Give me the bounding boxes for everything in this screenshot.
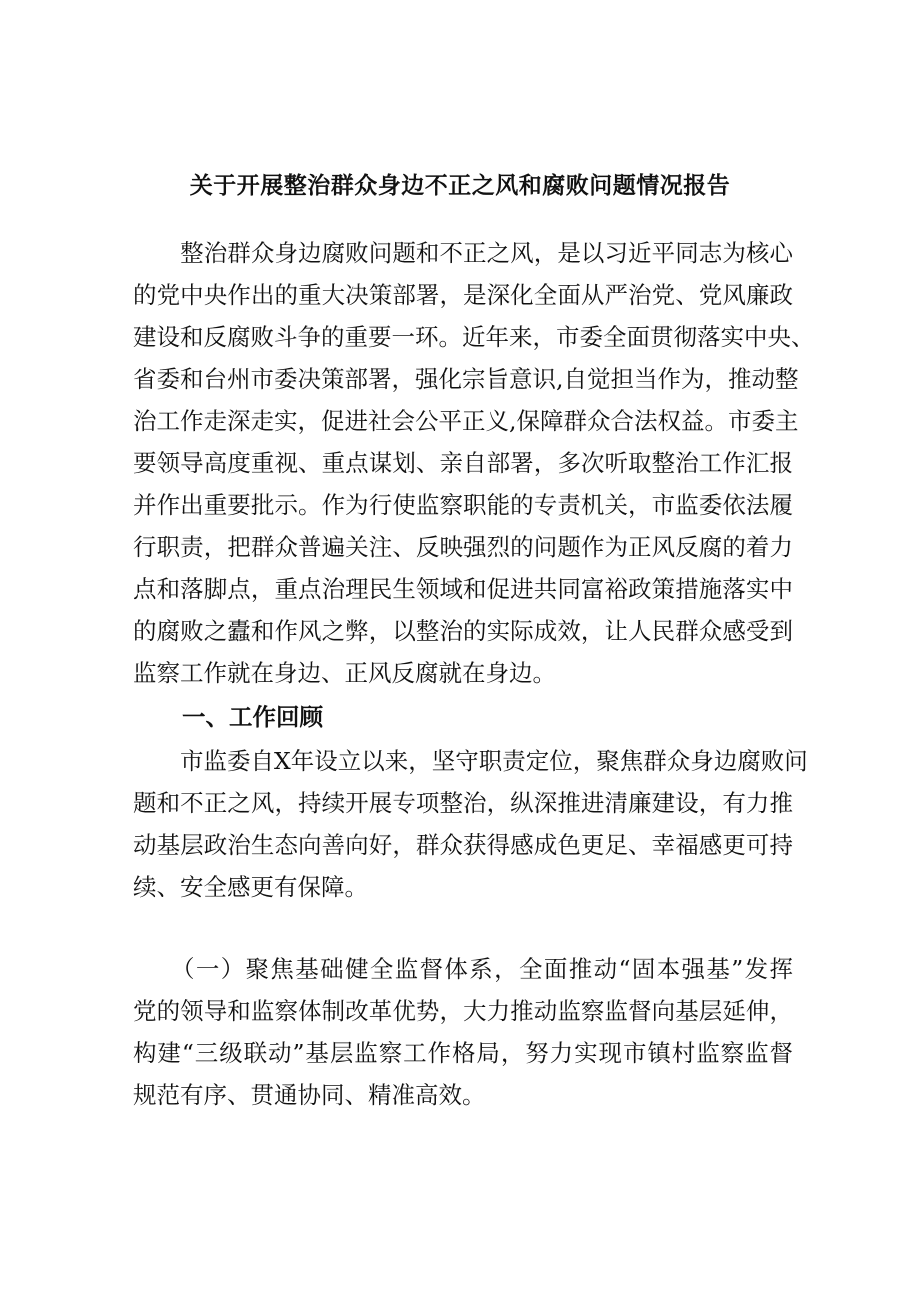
paragraph-line: 续、安全感更有保障。: [133, 873, 368, 901]
paragraph-line: 动基层政治生态向善向好，群众获得感成色更足、幸福感更可持: [133, 831, 793, 859]
paragraph-line: 党的领导和监察体制改革优势，大力推动监察监督向基层延伸，: [133, 997, 793, 1025]
paragraph-line: 并作出重要批示。作为行使监察职能的专责机关，市监委依法履: [133, 491, 793, 519]
paragraph-line: 点和落脚点，重点治理民生领域和促进共同富裕政策措施落实中: [133, 575, 793, 603]
paragraph-line: 要领导高度重视、重点谋划、亲自部署，多次听取整治工作汇报: [133, 449, 793, 477]
paragraph-line: 的党中央作出的重大决策部署，是深化全面从严治党、党风廉政: [133, 281, 793, 309]
paragraph-line: 构建“三级联动”基层监察工作格局，努力实现市镇村监察监督: [133, 1039, 793, 1067]
paragraph-line: 整治群众身边腐败问题和不正之风，是以习近平同志为核心: [133, 239, 793, 267]
paragraph-line: 题和不正之风，持续开展专项整治，纵深推进清廉建设，有力推: [133, 789, 793, 817]
paragraph-line: 治工作走深走实，促进社会公平正义,保障群众合法权益。市委主: [133, 407, 799, 435]
document-title: 关于开展整治群众身边不正之风和腐败问题情况报告: [189, 173, 731, 199]
paragraph-line: 建设和反腐败斗争的重要一环。近年来，市委全面贯彻落实中央、: [133, 323, 815, 351]
section-heading: 一、工作回顾: [182, 703, 323, 731]
paragraph-line: 规范有序、贯通协同、精准高效。: [133, 1081, 486, 1109]
paragraph-line: 市监委自X年设立以来，坚守职责定位，聚焦群众身边腐败问: [133, 747, 808, 775]
paragraph-line: 省委和台州市委决策部署，强化宗旨意识,自觉担当作为，推动整: [133, 365, 799, 393]
paragraph-line: （一）聚焦基础健全监督体系，全面推动“固本强基”发挥: [133, 955, 793, 983]
paragraph-line: 监察工作就在身边、正风反腐就在身边。: [133, 659, 556, 687]
paragraph-line: 的腐败之蠹和作风之弊，以整治的实际成效，让人民群众感受到: [133, 617, 793, 645]
paragraph-line: 行职责，把群众普遍关注、反映强烈的问题作为正风反腐的着力: [133, 533, 793, 561]
